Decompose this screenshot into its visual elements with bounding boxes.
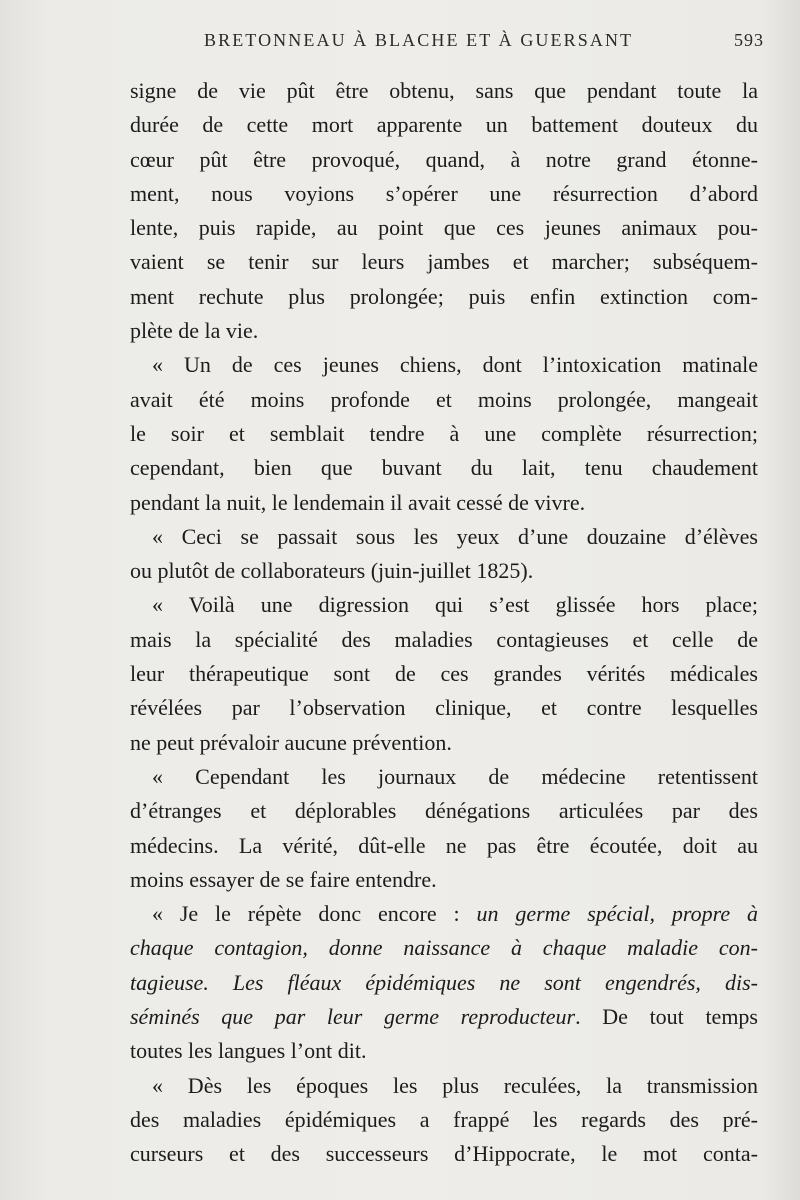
- text-segment: révélées par l’observation clinique, et contre lesquelles: [130, 695, 758, 721]
- text-line: [130, 314, 758, 348]
- text-line: [130, 554, 758, 588]
- body-text: [130, 74, 758, 1172]
- page-header: [204, 30, 764, 58]
- text-line: [130, 1103, 758, 1137]
- text-segment: « Voilà une digression qui s’est glissée hors place;: [152, 592, 758, 618]
- text-segment: mais la spécialité des maladies contagieuses et celle de: [130, 626, 758, 652]
- text-line: [130, 897, 758, 931]
- text-segment: « Ceci se passait sous les yeux d’une douzaine d’élèves: [152, 523, 758, 549]
- text-line: [130, 143, 758, 177]
- text-line: [130, 245, 758, 279]
- text-segment: « Je le répète donc encore :: [152, 901, 477, 927]
- page-number: 593: [734, 30, 764, 50]
- text-line: [130, 108, 758, 142]
- text-line: [130, 588, 758, 622]
- text-line: [130, 280, 758, 314]
- text-segment: toutes les langues l’ont dit.: [130, 1038, 367, 1064]
- text-segment: d’étranges et déplorables dénégations articulées par des: [130, 798, 758, 824]
- text-line: [130, 726, 758, 760]
- text-segment: le soir et semblait tendre à une complète résurrection;: [130, 420, 758, 446]
- text-line: [130, 657, 758, 691]
- text-line: [130, 348, 758, 382]
- text-segment: « Cependant les journaux de médecine retentissent: [152, 763, 758, 789]
- text-segment: vaient se tenir sur leurs jambes et marcher; subséquem-: [130, 249, 758, 275]
- text-line: [130, 1069, 758, 1103]
- text-line: [130, 383, 758, 417]
- text-line: [130, 1000, 758, 1034]
- text-segment: « Dès les époques les plus reculées, la transmission: [152, 1072, 758, 1098]
- text-segment: ment rechute plus prolongée; puis enfin extinction com-: [130, 283, 758, 309]
- text-segment: leur thérapeutique sont de ces grandes vérités médicales: [130, 661, 758, 687]
- text-line: [130, 1137, 758, 1171]
- text-line: [130, 177, 758, 211]
- text-line: [130, 451, 758, 485]
- text-segment: cependant, bien que buvant du lait, tenu chaudement: [130, 455, 758, 481]
- running-head: BRETONNEAU À BLACHE ET À GUERSANT: [204, 30, 634, 50]
- text-segment: pendant la nuit, le lendemain il avait cessé de vivre.: [130, 489, 586, 515]
- text-segment: durée de cette mort apparente un battement douteux du: [130, 112, 758, 138]
- text-line: [130, 931, 758, 965]
- text-segment: . De tout temps: [575, 1004, 758, 1030]
- italic-text-segment: séminés que par leur germe reproducteur: [130, 1004, 576, 1030]
- italic-text-segment: chaque contagion, donne naissance à chaque maladie con-: [130, 935, 758, 961]
- text-segment: lente, puis rapide, au point que ces jeunes animaux pou-: [130, 215, 758, 241]
- text-segment: « Un de ces jeunes chiens, dont l’intoxication matinale: [152, 352, 758, 378]
- text-line: [130, 966, 758, 1000]
- text-line: [130, 74, 758, 108]
- text-line: [130, 211, 758, 245]
- text-line: [130, 863, 758, 897]
- text-segment: des maladies épidémiques a frappé les regards des pré-: [130, 1106, 758, 1132]
- text-segment: cœur pût être provoqué, quand, à notre grand étonne-: [130, 146, 758, 172]
- italic-text-segment: tagieuse. Les fléaux épidémiques ne sont engendrés, dis-: [130, 969, 758, 995]
- text-line: [130, 794, 758, 828]
- text-segment: ou plutôt de collaborateurs (juin-juillet 1825).: [130, 558, 534, 584]
- text-line: [130, 829, 758, 863]
- text-segment: plète de la vie.: [130, 318, 259, 344]
- text-segment: moins essayer de se faire entendre.: [130, 866, 437, 892]
- italic-text-segment: un germe spécial, propre à: [476, 901, 758, 927]
- text-line: [130, 760, 758, 794]
- text-line: [130, 1034, 758, 1068]
- text-line: [130, 623, 758, 657]
- text-segment: ne peut prévaloir aucune prévention.: [130, 729, 452, 755]
- text-segment: ment, nous voyions s’opérer une résurrection d’abord: [130, 180, 758, 206]
- text-line: [130, 486, 758, 520]
- text-line: [130, 691, 758, 725]
- text-segment: avait été moins profonde et moins prolongée, mangeait: [130, 386, 758, 412]
- text-line: [130, 520, 758, 554]
- text-segment: curseurs et des successeurs d’Hippocrate, le mot conta-: [130, 1141, 758, 1167]
- text-segment: médecins. La vérité, dût-elle ne pas être écoutée, doit au: [130, 832, 758, 858]
- text-segment: signe de vie pût être obtenu, sans que pendant toute la: [130, 78, 758, 103]
- text-line: [130, 417, 758, 451]
